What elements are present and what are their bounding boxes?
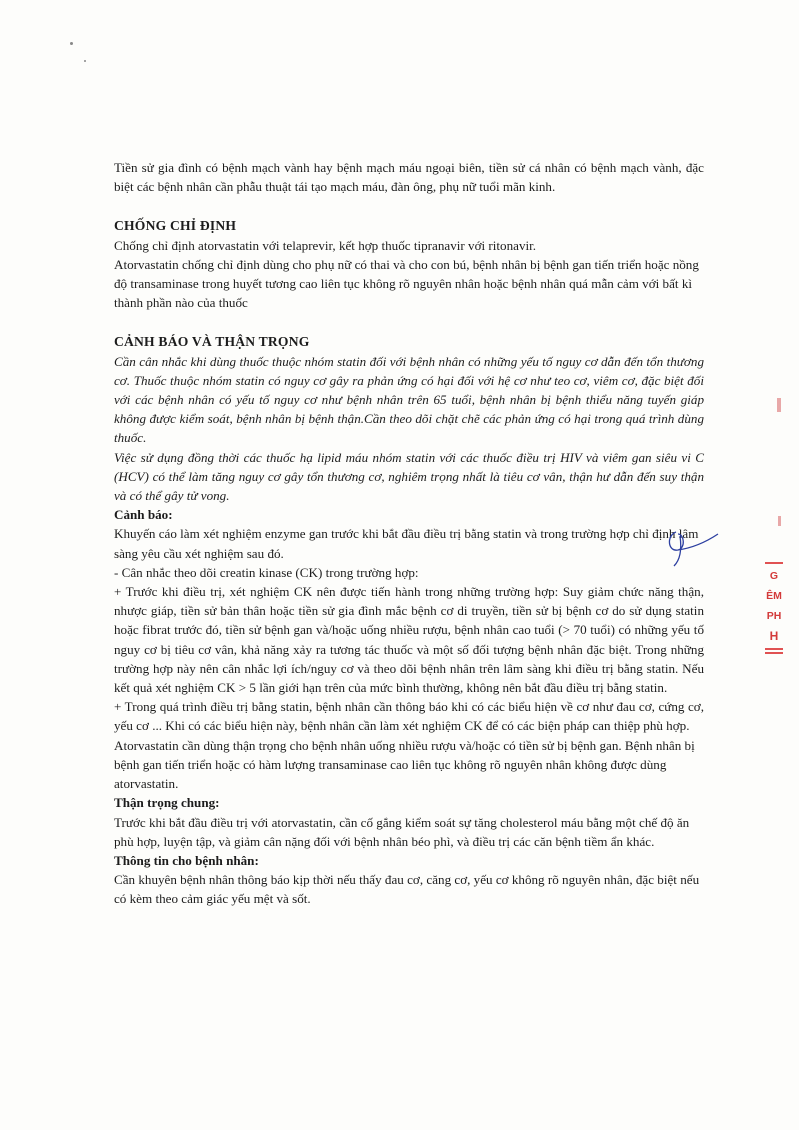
stamp-text-2: ÊM <box>766 590 782 602</box>
scan-mark <box>777 398 781 412</box>
caution-paragraph-2: - Cân nhắc theo dõi creatin kinase (CK) trong trường hợp: <box>114 564 419 580</box>
patient-info-title: Thông tin cho bệnh nhân: <box>114 852 259 868</box>
caution-paragraph-5: Atorvastatin cần dùng thận trọng cho bệnh nhân uống nhiều rượu và/hoặc có tiền sử bị bệnh gan. Bệnh nhân bị bệnh gan tiến triển hoặc có hàm lượng transaminase cao liên tục không rõ nguyên nhân không được dùng atorvastatin. <box>114 737 695 792</box>
stamp-text-4: H <box>769 629 779 643</box>
scan-speck <box>84 60 86 62</box>
scan-mark <box>778 516 781 526</box>
stamp-text-3: PH <box>766 610 782 622</box>
caution-paragraph-4: + Trong quá trình điều trị bằng statin, bệnh nhân cần thông báo khi có các biểu hiện về cơ như đau cơ, cứng cơ, yếu cơ ... Khi có các biểu hiện này, bệnh nhân cần làm xét nghiệm CK để có các biện pháp can thiệp phù hợp. <box>114 699 704 734</box>
warnings-italic-paragraph-2: Việc sử dụng đồng thời các thuốc hạ lipid máu nhóm statin với các thuốc điều trị HIV và viêm gan siêu vi C (HCV) có thể làm tăng nguy cơ gây tổn thương cơ, nghiêm trọng nhất là tiêu cơ vân, thận hư dẫn đến suy thận và có thể gây tử vong. <box>114 449 704 504</box>
caution-title: Cảnh báo: <box>114 507 173 523</box>
stamp-bar <box>765 648 783 650</box>
caution-paragraph-3: + Trước khi điều trị, xét nghiệm CK nên được tiến hành trong những trường hợp: Suy giảm chức năng thận, nhược giáp, tiền sử bản thân hoặc tiền sử gia đình mắc bệnh cơ di truyền, tiền sử bị bệnh cơ do sử dụng statin hoặc fibrat trước đó, tiền sử bệnh gan và/hoặc uống nhiều rượu, bệnh nhân cao tuổi (> 70 tuổi) có những yếu tố nguy cơ bị tiêu cơ vân, khả năng xảy ra tương tác thuốc và một số đối tượng bệnh nhân đặc biệt. Trong những trường hợp này nên cân nhắc lợi ích/nguy cơ và theo dõi bệnh nhân trên lâm sàng khi điều trị bằng statin. Nếu kết quả xét nghiệm CK > 5 lần giới hạn trên của mức bình thường, không nên bắt đầu điều trị bằng statin. <box>114 584 704 696</box>
signature-mark <box>662 526 722 570</box>
contraindications-heading: CHỐNG CHỈ ĐỊNH <box>114 218 237 234</box>
warnings-heading: CẢNH BÁO VÀ THẬN TRỌNG <box>114 334 310 350</box>
document-body <box>114 158 704 909</box>
stamp-bar <box>765 562 783 564</box>
intro-paragraph: Tiền sử gia đình có bệnh mạch vành hay bệnh mạch máu ngoại biên, tiền sử cá nhân có bệnh mạch vành, đặc biệt các bệnh nhân cần phẫu thuật tái tạo mạch máu, đàn ông, phụ nữ tuổi mãn kinh. <box>114 160 704 195</box>
warnings-italic-paragraph-1: Cần cân nhắc khi dùng thuốc thuộc nhóm statin đối với bệnh nhân có những yếu tố nguy cơ dẫn đến tổn thương cơ. Thuốc thuộc nhóm statin có nguy cơ gây ra phản ứng có hại đối với hệ cơ như teo cơ, viêm cơ, đặc biệt đối với các bệnh nhân có yếu tố nguy cơ như bệnh nhân trên 65 tuổi, bệnh nhân bị bệnh thiểu năng tuyến giáp không được kiểm soát, bệnh nhân bị bệnh thận.Cần theo dõi chặt chẽ các phản ứng có hại trong quá trình dùng thuốc. <box>114 353 704 446</box>
general-precautions-title: Thận trọng chung: <box>114 795 220 811</box>
patient-info-paragraph: Cần khuyên bệnh nhân thông báo kịp thời nếu thấy đau cơ, căng cơ, yếu cơ không rõ nguyên nhân, đặc biệt nếu có kèm theo cảm giác yếu mệt và sốt. <box>114 872 700 907</box>
caution-paragraph-1: Khuyến cáo làm xét nghiệm enzyme gan trước khi bắt đầu điều trị bằng statin và trong trường hợp chỉ định lâm sàng yêu cầu xét nghiệm sau đó. <box>114 526 699 561</box>
scan-speck <box>70 42 73 45</box>
contraindications-paragraph-1: Chống chỉ định atorvastatin với telaprevir, kết hợp thuốc tipranavir với ritonavir. <box>114 237 537 253</box>
stamp-fragment <box>761 560 787 656</box>
contraindications-paragraph-2: Atorvastatin chống chỉ định dùng cho phụ nữ có thai và cho con bú, bệnh nhân bị bệnh gan tiến triển hoặc nồng độ transaminase trong huyết tương cao liên tục không rõ nguyên nhân hoặc bệnh nhân quá mẫn cảm với bất kì thành phần nào của thuốc <box>114 256 699 311</box>
general-precautions-paragraph: Trước khi bắt đầu điều trị với atorvastatin, cần cố gắng kiểm soát sự tăng cholesterol máu bằng một chế độ ăn phù hợp, luyện tập, và giảm cân nặng đối với bệnh nhân béo phì, và điều trị các căn bệnh tiềm ẩn khác. <box>114 814 690 849</box>
stamp-text-1: G <box>769 570 779 582</box>
stamp-bar <box>765 652 783 654</box>
